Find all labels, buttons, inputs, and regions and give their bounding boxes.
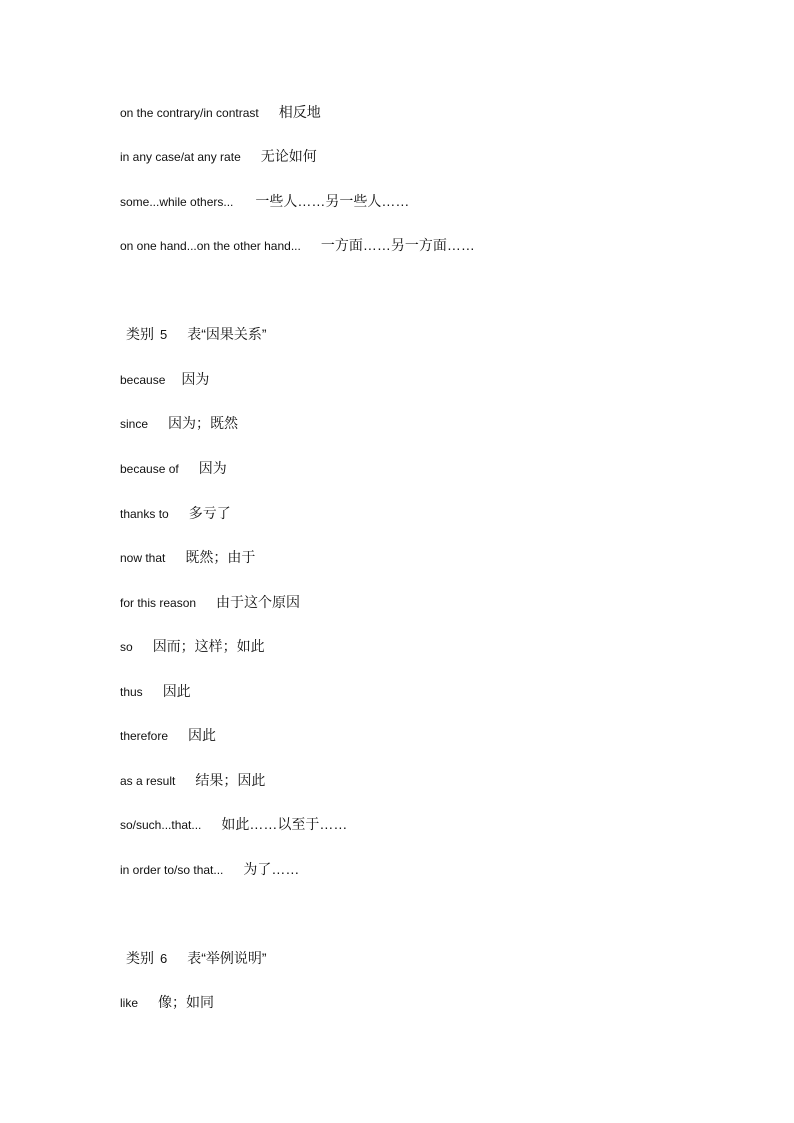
english-phrase: thus — [120, 685, 143, 699]
phrase-line — [120, 549, 255, 566]
chinese-meaning: 一方面……另一方面…… — [320, 237, 475, 253]
chinese-meaning: 因而；这样；如此 — [152, 638, 265, 654]
chinese-meaning: 因为 — [181, 371, 210, 387]
english-phrase: because — [120, 373, 166, 387]
english-phrase: on the contrary/in contrast — [120, 106, 259, 120]
phrase-line — [120, 594, 300, 611]
english-phrase: so/such...that... — [120, 818, 202, 832]
chinese-meaning: 因此 — [188, 727, 217, 743]
chinese-meaning: 因为 — [198, 460, 227, 476]
chinese-meaning: 一些人……另一些人…… — [255, 193, 410, 209]
chinese-meaning: 多亏了 — [188, 505, 231, 521]
chinese-meaning: 相反地 — [278, 104, 321, 120]
phrase-line — [120, 460, 227, 477]
chinese-meaning: 因此 — [162, 683, 191, 699]
category-number: 6 — [160, 951, 168, 966]
chinese-meaning: 结果；因此 — [195, 772, 266, 788]
phrase-line — [120, 816, 347, 833]
english-phrase: therefore — [120, 729, 169, 743]
english-phrase: in any case/at any rate — [120, 150, 241, 164]
phrase-line — [120, 683, 191, 700]
english-phrase: for this reason — [120, 596, 197, 610]
phrase-line — [120, 237, 475, 254]
english-phrase: on one hand...on the other hand... — [120, 239, 301, 253]
category-label: 类别 — [126, 950, 154, 966]
english-phrase: like — [120, 996, 139, 1010]
category-heading — [126, 325, 267, 344]
phrase-line — [120, 148, 317, 165]
english-phrase: because of — [120, 462, 179, 476]
english-phrase: as a result — [120, 774, 176, 788]
category-heading — [126, 949, 267, 968]
phrase-line — [120, 727, 216, 744]
english-phrase: in order to/so that... — [120, 863, 224, 877]
phrase-line — [120, 861, 299, 878]
phrase-line — [120, 371, 209, 388]
category-number: 5 — [160, 327, 168, 342]
chinese-meaning: 如此……以至于…… — [221, 816, 348, 832]
chinese-meaning: 由于这个原因 — [216, 594, 301, 610]
phrase-line — [120, 104, 321, 121]
category-label: 类别 — [126, 326, 154, 342]
category-title: 表“因果关系” — [187, 326, 267, 342]
english-phrase: so — [120, 640, 133, 654]
category-title: 表“举例说明” — [187, 950, 267, 966]
phrase-line — [120, 772, 265, 789]
english-phrase: since — [120, 417, 149, 431]
english-phrase: thanks to — [120, 507, 169, 521]
chinese-meaning: 像；如同 — [158, 994, 215, 1010]
chinese-meaning: 因为；既然 — [168, 415, 239, 431]
english-phrase: some...while others... — [120, 195, 234, 209]
english-phrase: now that — [120, 551, 166, 565]
phrase-line — [120, 505, 231, 522]
phrase-line — [120, 994, 214, 1011]
chinese-meaning: 既然；由于 — [185, 549, 256, 565]
chinese-meaning: 为了…… — [243, 861, 300, 877]
phrase-line — [120, 415, 238, 432]
phrase-line — [120, 193, 409, 210]
chinese-meaning: 无论如何 — [260, 148, 317, 164]
phrase-line — [120, 638, 265, 655]
